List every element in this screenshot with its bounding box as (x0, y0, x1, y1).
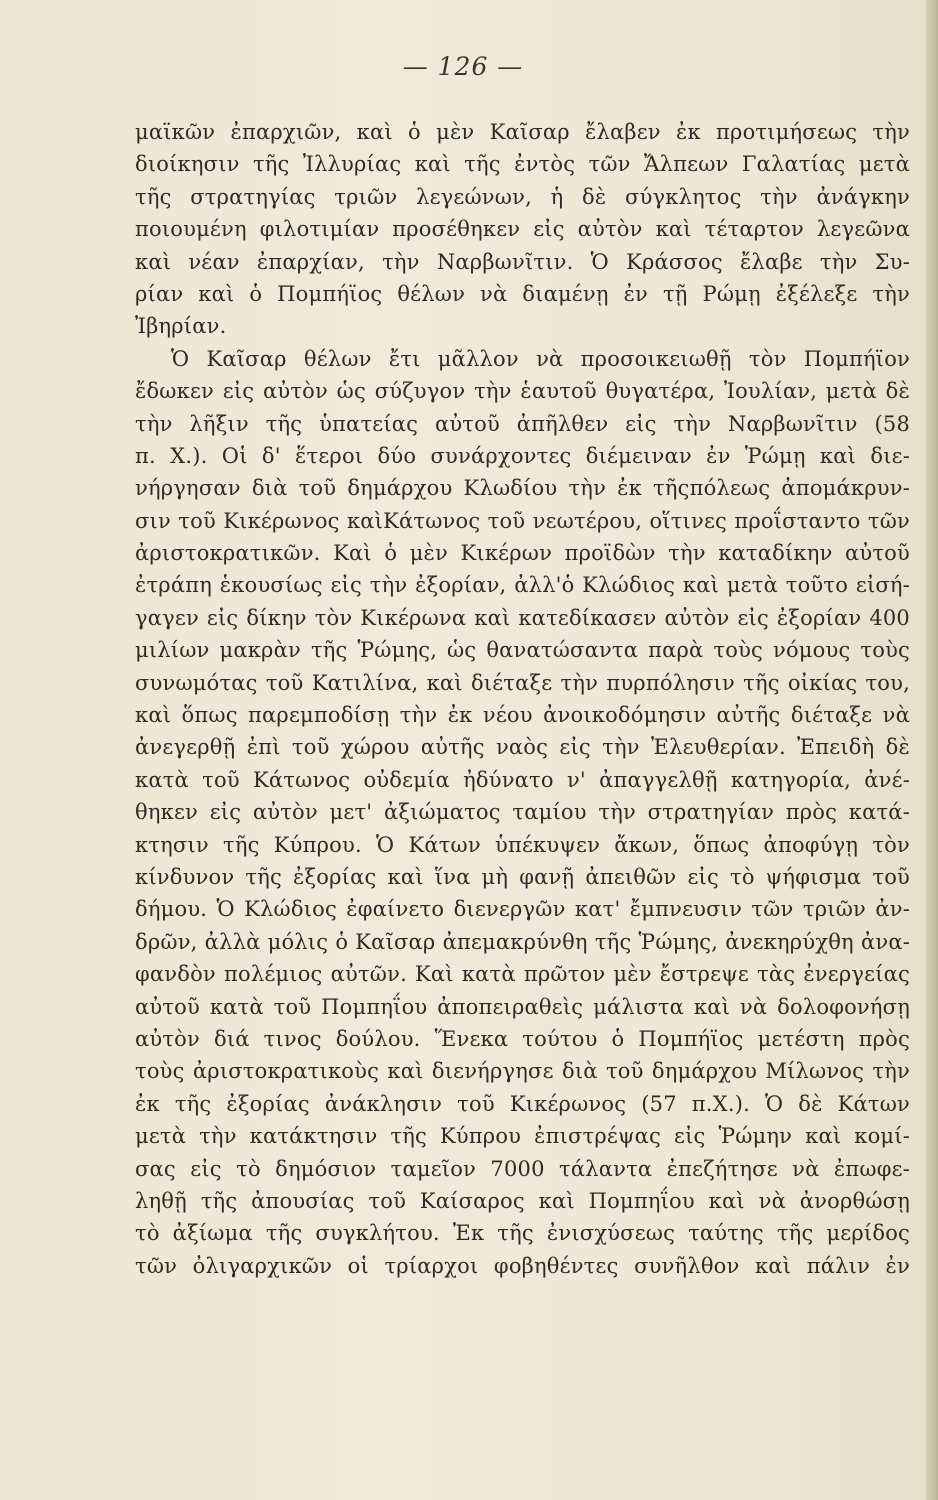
text-line: ρίαν καὶ ὁ Πομπήϊος θέλων νὰ διαμένῃ ἐν τῇ Ρώμῃ ἐξέλεξε τὴν (135, 281, 910, 306)
text-line: κατὰ τοῦ Κάτωνος οὐδεμία ἠδύνατο ν' ἀπαγγελθῇ κατηγορία, ἀνέ- (135, 767, 910, 792)
text-line: φανδὸν πολέμιος αὐτῶν. Καὶ κατὰ πρῶτον μὲν ἔστρεψε τὰς ἐνεργείας (135, 962, 910, 987)
page-edge (926, 0, 938, 1500)
text-line: γαγεν εἰς δίκην τὸν Κικέρωνα καὶ κατεδίκασεν αὐτὸν εἰς ἐξορίαν 400 (135, 605, 910, 630)
text-line: δρῶν, ἀλλὰ μόλις ὁ Καῖσαρ ἀπεμακρύνθη τῆς Ῥώμης, ἀνεκηρύχθη ἀνα- (135, 929, 910, 954)
text-line: συνωμότας τοῦ Κατιλίνα, καὶ διέταξε τὴν πυρπόλησιν τῆς οἰκίας του, (135, 670, 910, 695)
text-line: ἀριστοκρατικῶν. Καὶ ὁ μὲν Κικέρων προϊδὼν τὴν καταδίκην αὐτοῦ (135, 541, 910, 566)
text-line: μιλίων μακρὰν τῆς Ῥώμης, ὡς θανατώσαντα παρὰ τοὺς νόμους τοὺς (135, 638, 910, 663)
text-line: Ὁ Καῖσαρ θέλων ἔτι μᾶλλον νὰ προσοικειωθῇ τὸν Πομπήϊον (171, 346, 910, 371)
text-line: διοίκησιν τῆς Ἰλλυρίας καὶ τῆς ἐντὸς τῶν Ἄλπεων Γαλατίας μετὰ (135, 152, 910, 177)
text-line: δήμου. Ὁ Κλώδιος ἐφαίνετο διενεργῶν κατ' ἔμπνευσιν τῶν τριῶν ἀν- (135, 897, 910, 922)
text-line: μαϊκῶν ἐπαρχιῶν, καὶ ὁ μὲν Καῖσαρ ἔλαβεν ἐκ προτιμήσεως τὴν (135, 120, 910, 144)
text-line: καὶ νέαν ἐπαρχίαν, τὴν Ναρβωνῖτιν. Ὁ Κράσσος ἔλαβε τὴν Συ- (135, 249, 910, 274)
text-line: σιν τοῦ Κικέρωνος καὶΚάτωνος τοῦ νεωτέρου, οἵτινες προΐσταντο τῶν (135, 508, 910, 533)
text-line: αὐτοῦ κατὰ τοῦ Πομπηΐου ἀποπειραθεὶς μάλιστα καὶ νὰ δολοφονήσῃ (135, 994, 910, 1019)
text-line: κτησιν τῆς Κύπρου. Ὁ Κάτων ὑπέκυψεν ἄκων, ὅπως ἀποφύγῃ τὸν (135, 832, 910, 857)
body-text (135, 116, 910, 1282)
text-line: κίνδυνον τῆς ἐξορίας καὶ ἵνα μὴ φανῇ ἀπειθῶν εἰς τὸ ψήφισμα τοῦ (135, 864, 910, 889)
text-line: Ἰβηρίαν. (135, 314, 227, 339)
text-line: σας εἰς τὸ δημόσιον ταμεῖον 7000 τάλαντα ἐπεζήτησε νὰ ἐπωφε- (135, 1156, 910, 1181)
text-line: τῆς στρατηγίας τριῶν λεγεώνων, ἡ δὲ σύγκλητος τὴν ἀνάγκην (135, 184, 910, 209)
text-line: τοὺς ἀριστοκρατικοὺς καὶ διενήργησε διὰ τοῦ δημάρχου Μίλωνος τὴν (135, 1059, 910, 1084)
text-line: ἀνεγερθῇ ἐπὶ τοῦ χώρου αὐτῆς ναὸς εἰς τὴν Ἐλευθερίαν. Ἐπειδὴ δὲ (135, 735, 910, 760)
text-line: ποιουμένη φιλοτιμίαν προσέθηκεν εἰς αὐτὸν καὶ τέταρτον λεγεῶνα (135, 217, 910, 242)
text-line: ληθῇ τῆς ἀπουσίας τοῦ Καίσαρος καὶ Πομπηΐου καὶ νὰ ἀνορθώσῃ (135, 1188, 910, 1213)
text-line: ἐκ τῆς ἐξορίας ἀνάκλησιν τοῦ Κικέρωνος (57 π.Χ.). Ὁ δὲ Κάτων (135, 1091, 910, 1116)
text-line: π. Χ.). Οἱ δ' ἕτεροι δύο συνάρχοντες διέμειναν ἐν Ῥώμῃ καὶ διε- (135, 443, 910, 468)
text-line: καὶ ὅπως παρεμποδίσῃ τὴν ἐκ νέου ἀνοικοδόμησιν αὐτῆς διέταξε νὰ (135, 703, 910, 728)
text-line: τῶν ὀλιγαρχικῶν οἱ τρίαρχοι φοβηθέντες συνῆλθον καὶ πάλιν ἐν (135, 1253, 910, 1278)
text-line: τὸ ἀξίωμα τῆς συγκλήτου. Ἐκ τῆς ἐνισχύσεως ταύτης τῆς μερίδος (135, 1221, 910, 1246)
text-line: νήργησαν διὰ τοῦ δημάρχου Κλωδίου τὴν ἐκ τῆςπόλεως ἀπομάκρυν- (135, 476, 910, 501)
text-line: θηκεν εἰς αὐτὸν μετ' ἀξιώματος ταμίου τὴν στρατηγίαν πρὸς κατά- (135, 800, 910, 825)
text-line: τὴν λῆξιν τῆς ὑπατείας αὐτοῦ ἀπῆλθεν εἰς τὴν Ναρβωνῖτιν (58 (135, 411, 910, 436)
text-line: μετὰ τὴν κατάκτησιν τῆς Κύπρου ἐπιστρέψας εἰς Ῥώμην καὶ κομί- (135, 1124, 910, 1149)
page-number: — 126 — (402, 52, 524, 81)
text-line: αὐτὸν διά τινος δούλου. Ἕνεκα τούτου ὁ Πομπήϊος μετέστη πρὸς (135, 1026, 910, 1051)
text-line: ἐτράπη ἑκουσίως εἰς τὴν ἐξορίαν, ἀλλ'ὁ Κλώδιος καὶ μετὰ τοῦτο εἰσή- (135, 573, 910, 598)
text-line: ἔδωκεν εἰς αὐτὸν ὡς σύζυγον τὴν ἑαυτοῦ θυγατέρα, Ἰουλίαν, μετὰ δὲ (135, 379, 910, 404)
